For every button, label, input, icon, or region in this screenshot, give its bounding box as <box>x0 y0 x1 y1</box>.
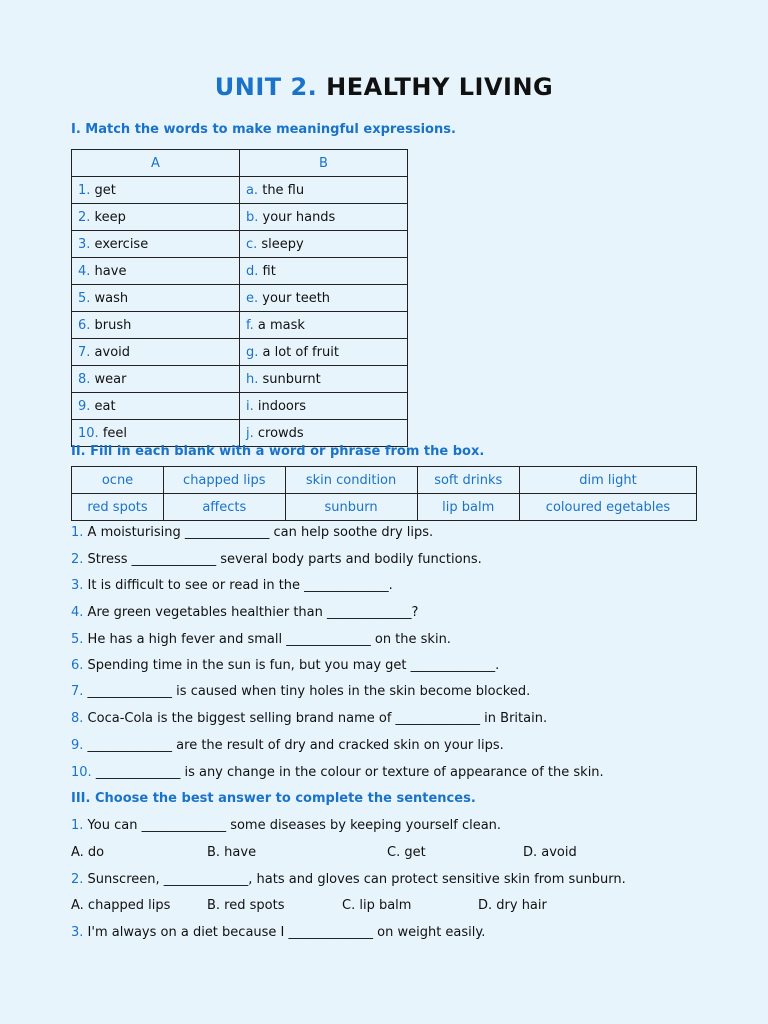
column-a-cell <box>72 393 240 420</box>
question-number: 3. <box>71 925 84 940</box>
item-text: feel <box>102 425 128 441</box>
item-text: your hands <box>262 209 336 225</box>
table-header-row <box>72 150 408 177</box>
table-row <box>72 285 408 312</box>
answer-option: C. lip balm <box>342 898 412 913</box>
item-text: sunburnt <box>262 371 321 387</box>
question-number: 4. <box>71 605 84 620</box>
table-row <box>72 393 408 420</box>
table-row <box>72 420 408 447</box>
column-a-cell <box>72 177 240 204</box>
question-text: A moisturising _____________ can help soothe dry lips. <box>87 525 434 540</box>
item-text: crowds <box>257 425 304 441</box>
item-number: 8. <box>78 371 91 387</box>
question-line <box>71 658 499 673</box>
question-text: It is difficult to see or read in the _____________. <box>87 578 393 593</box>
answer-option: D. avoid <box>523 845 577 860</box>
column-a-cell <box>72 420 240 447</box>
item-letter: b. <box>245 209 259 225</box>
item-letter: a. <box>245 182 259 198</box>
question-number: 2. <box>71 552 84 567</box>
question-text: You can _____________ some diseases by keeping yourself clean. <box>87 818 502 833</box>
column-b-cell <box>239 339 407 366</box>
item-letter: e. <box>245 290 259 306</box>
question-text: Sunscreen, _____________, hats and gloves can protect sensitive skin from sunburn. <box>87 872 626 887</box>
item-number: 3. <box>78 236 91 252</box>
item-number: 9. <box>78 398 91 414</box>
item-number: 6. <box>78 317 91 333</box>
item-text: keep <box>94 209 126 225</box>
word-box-cell: dim light <box>519 467 696 494</box>
word-box-cell: lip balm <box>417 494 519 521</box>
item-text: eat <box>94 398 116 414</box>
column-b-cell <box>239 258 407 285</box>
item-text: the flu <box>262 182 305 198</box>
item-text: brush <box>94 317 132 333</box>
column-a-cell <box>72 231 240 258</box>
word-box-row <box>72 467 697 494</box>
question-number: 1. <box>71 525 84 540</box>
question-text: Stress _____________ several body parts and bodily functions. <box>87 552 482 567</box>
question-line <box>71 552 482 567</box>
item-text: fit <box>262 263 276 279</box>
question-number: 6. <box>71 658 84 673</box>
question-text: I'm always on a diet because I _____________ on weight easily. <box>87 925 486 940</box>
word-box-cell: affects <box>164 494 286 521</box>
question-line <box>71 765 604 780</box>
item-number: 2. <box>78 209 91 225</box>
question-text: Are green vegetables healthier than _____________? <box>87 605 419 620</box>
item-letter: h. <box>245 371 259 387</box>
unit-name: HEALTHY LIVING <box>326 73 554 101</box>
question-text: Spending time in the sun is fun, but you may get _____________. <box>87 658 500 673</box>
question-line <box>71 632 451 647</box>
question-number: 7. <box>71 684 84 699</box>
question-number: 9. <box>71 738 84 753</box>
question-line <box>71 925 485 940</box>
item-number: 4. <box>78 263 91 279</box>
question-number: 10. <box>71 765 92 780</box>
answer-option: A. chapped lips <box>71 898 171 913</box>
word-box-cell: skin condition <box>285 467 417 494</box>
question-line <box>71 818 501 833</box>
item-number: 7. <box>78 344 91 360</box>
word-box-cell: red spots <box>72 494 164 521</box>
item-text: a lot of fruit <box>262 344 339 360</box>
question-text: _____________ is caused when tiny holes in the skin become blocked. <box>87 684 531 699</box>
word-box-cell: coloured egetables <box>519 494 696 521</box>
column-b-cell <box>239 231 407 258</box>
question-line <box>71 738 504 753</box>
column-b-cell <box>239 177 407 204</box>
item-number: 5. <box>78 290 91 306</box>
word-box-row <box>72 494 697 521</box>
column-a-cell <box>72 258 240 285</box>
answer-option: C. get <box>387 845 426 860</box>
item-text: sleepy <box>261 236 304 252</box>
item-text: exercise <box>94 236 149 252</box>
table-row <box>72 204 408 231</box>
table-row <box>72 339 408 366</box>
item-letter: c. <box>245 236 258 252</box>
question-text: He has a high fever and small _____________ on the skin. <box>87 632 451 647</box>
item-text: have <box>94 263 127 279</box>
answer-option: D. dry hair <box>478 898 547 913</box>
item-letter: i. <box>245 398 254 414</box>
unit-label: UNIT 2. <box>214 73 318 101</box>
column-a-cell <box>72 312 240 339</box>
item-text: indoors <box>257 398 306 414</box>
word-box-cell: soft drinks <box>417 467 519 494</box>
section-3-heading: III. Choose the best answer to complete the sentences. <box>71 791 476 806</box>
answer-option: A. do <box>71 845 105 860</box>
page-title <box>0 73 768 101</box>
word-box-cell: ocne <box>72 467 164 494</box>
question-text: Coca-Cola is the biggest selling brand name of _____________ in Britain. <box>87 711 548 726</box>
section-2-heading: II. Fill in each blank with a word or phrase from the box. <box>71 444 485 459</box>
column-a-cell <box>72 366 240 393</box>
column-b-header: B <box>239 150 407 177</box>
item-text: your teeth <box>262 290 331 306</box>
question-line <box>71 605 418 620</box>
item-text: avoid <box>94 344 131 360</box>
question-line <box>71 684 530 699</box>
column-b-cell <box>239 366 407 393</box>
column-b-cell <box>239 393 407 420</box>
matching-table <box>71 149 408 447</box>
question-number: 1. <box>71 818 84 833</box>
column-b-cell <box>239 312 407 339</box>
table-row <box>72 231 408 258</box>
column-a-cell <box>72 339 240 366</box>
column-b-cell <box>239 420 407 447</box>
table-row <box>72 312 408 339</box>
question-number: 2. <box>71 872 84 887</box>
word-box <box>71 466 697 521</box>
item-text: a mask <box>257 317 305 333</box>
question-number: 8. <box>71 711 84 726</box>
table-row <box>72 177 408 204</box>
question-line <box>71 711 547 726</box>
answer-option: B. have <box>207 845 257 860</box>
answer-option: B. red spots <box>207 898 285 913</box>
item-text: wash <box>94 290 129 306</box>
column-b-cell <box>239 204 407 231</box>
column-b-cell <box>239 285 407 312</box>
question-line <box>71 578 393 593</box>
column-a-cell <box>72 285 240 312</box>
question-text: _____________ is any change in the colour or texture of appearance of the skin. <box>95 765 604 780</box>
table-row <box>72 258 408 285</box>
section-1-heading: I. Match the words to make meaningful expressions. <box>71 122 456 137</box>
item-letter: g. <box>245 344 259 360</box>
column-a-header: A <box>72 150 240 177</box>
question-line <box>71 872 626 887</box>
question-line <box>71 525 433 540</box>
item-text: wear <box>94 371 127 387</box>
item-letter: f. <box>245 317 254 333</box>
item-text: get <box>94 182 116 198</box>
item-letter: d. <box>245 263 259 279</box>
word-box-cell: sunburn <box>285 494 417 521</box>
question-number: 3. <box>71 578 84 593</box>
question-number: 5. <box>71 632 84 647</box>
word-box-cell: chapped lips <box>164 467 286 494</box>
item-number: 10. <box>78 425 99 441</box>
column-a-cell <box>72 204 240 231</box>
item-letter: j. <box>245 425 254 441</box>
item-number: 1. <box>78 182 91 198</box>
table-row <box>72 366 408 393</box>
question-text: _____________ are the result of dry and cracked skin on your lips. <box>87 738 504 753</box>
